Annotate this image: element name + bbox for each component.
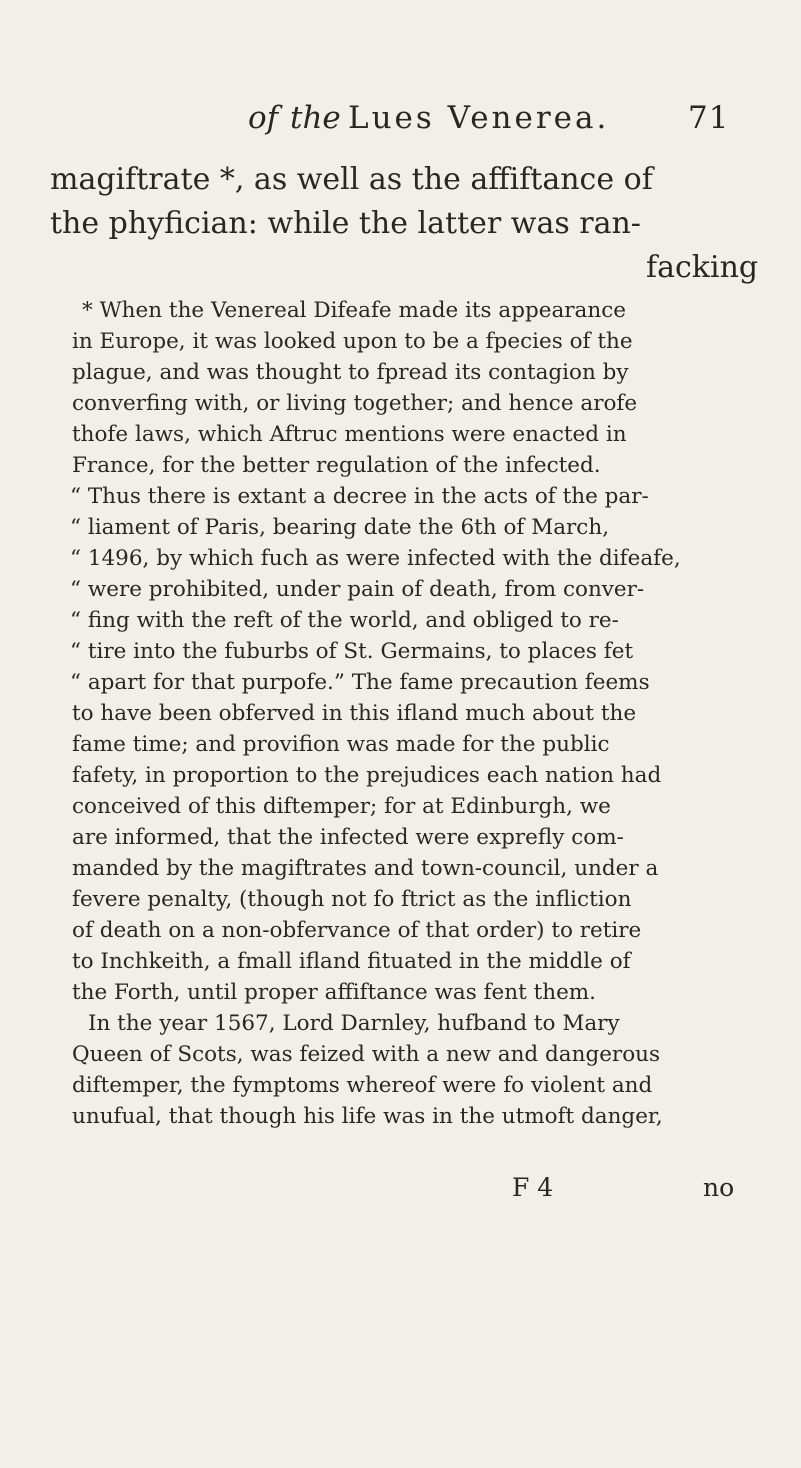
header-title: Lues Venerea. xyxy=(348,100,610,136)
footnote-line: France, for the better regulation of the infected. xyxy=(72,453,601,478)
footnote-line: “ Thus there is extant a decree in the acts of the par- xyxy=(70,484,649,509)
footnote-line: manded by the magiftrates and town-council, under a xyxy=(72,856,659,881)
footnote-line: the Forth, until proper affiftance was fent them. xyxy=(72,980,597,1005)
footnote-line: converfing with, or living together; and hence arofe xyxy=(72,391,638,416)
signature-mark: F 4 xyxy=(512,1173,554,1202)
footnote-line: in Europe, it was looked upon to be a fpecies of the xyxy=(72,329,633,354)
text-line: the phyfician: while the latter was ran- xyxy=(50,206,641,241)
footnote-line: of death on a non-obfervance of that order) to retire xyxy=(72,918,642,943)
footnote-line: are informed, that the infected were exprefly com- xyxy=(72,825,624,850)
footnote-line: diftemper, the fymptoms whereof were fo violent and xyxy=(72,1073,653,1098)
footnote-line: “ apart for that purpofe.” The fame precaution feems xyxy=(70,670,650,695)
footnote-line: “ 1496, by which fuch as were infected with the difeafe, xyxy=(70,546,681,571)
footnote-line: plague, and was thought to fpread its contagion by xyxy=(72,360,629,385)
footnote-line: fame time; and provifion was made for the public xyxy=(72,732,610,757)
footnote-line: to have been obferved in this ifland much about the xyxy=(72,701,637,726)
running-header xyxy=(248,100,730,150)
header-of: of xyxy=(248,100,279,136)
footnote-line: “ were prohibited, under pain of death, from conver- xyxy=(70,577,645,602)
header-the: the xyxy=(290,100,341,136)
footnote-line: conceived of this diftemper; for at Edinburgh, we xyxy=(72,794,611,819)
footnote-line: * When the Venereal Difeafe made its appearance xyxy=(82,298,626,323)
footnote-line: “ tire into the fuburbs of St. Germains, to places fet xyxy=(70,639,634,664)
footnote-line: unufual, that though his life was in the utmoft danger, xyxy=(72,1104,663,1129)
footnote-line: “ fing with the reft of the world, and obliged to re- xyxy=(70,608,619,633)
catchword: no xyxy=(703,1173,735,1202)
footnote-line: “ liament of Paris, bearing date the 6th of March, xyxy=(70,515,610,540)
text-line: facking xyxy=(646,250,759,285)
footnote-line: fevere penalty, (though not fo ftrict as the infliction xyxy=(72,887,632,912)
footnote-line: to Inchkeith, a fmall ifland fituated in the middle of xyxy=(72,949,631,974)
footnote-line: thofe laws, which Aftruc mentions were enacted in xyxy=(72,422,627,447)
footnote-line: In the year 1567, Lord Darnley, hufband to Mary xyxy=(88,1011,620,1036)
footnote-line: fafety, in proportion to the prejudices each nation had xyxy=(72,763,662,788)
page-number: 71 xyxy=(688,100,730,136)
footnote-line: Queen of Scots, was feized with a new and dangerous xyxy=(72,1042,661,1067)
text-line: magiftrate *, as well as the affiftance of xyxy=(50,162,653,197)
